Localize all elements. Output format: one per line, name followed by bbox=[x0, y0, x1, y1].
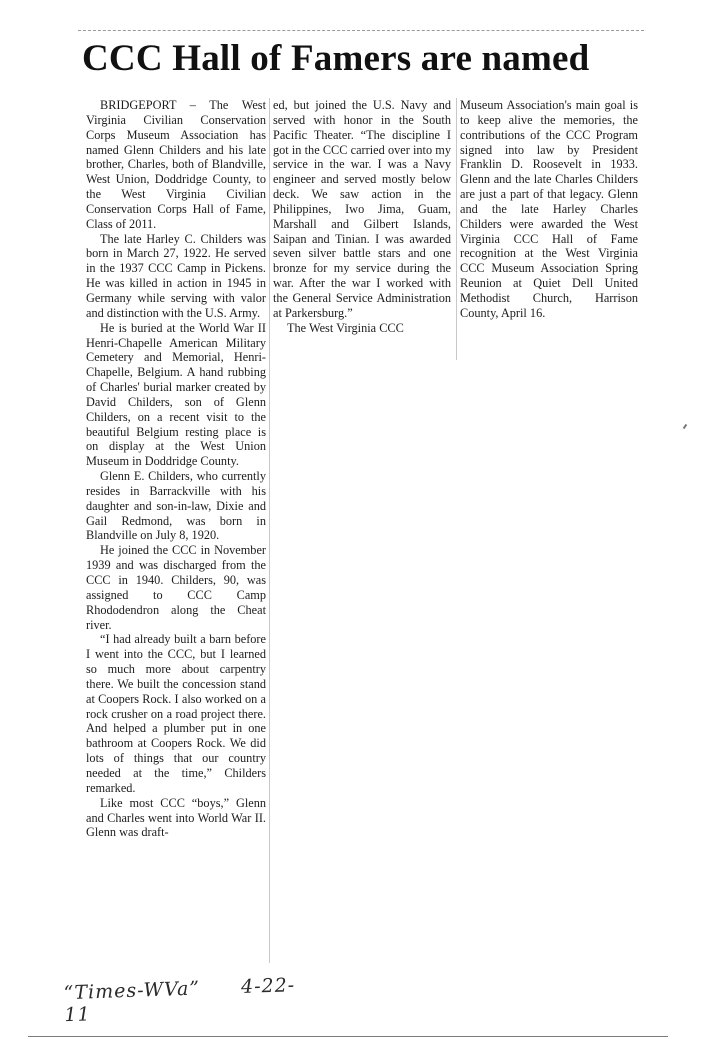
column-divider bbox=[456, 98, 457, 360]
article-paragraph: The West Virginia CCC bbox=[287, 320, 404, 335]
article-paragraph: BRIDGEPORT – The West Virginia Civilian Conservation Corps Museum Association has named Glenn Childers and his late brother, Charles, both of Blandville, West Union, Doddridge County, to the West Virginia Civilian Conservation Corps Hall of Fame, Class of 2011. bbox=[86, 98, 266, 231]
handwritten-source-note bbox=[63, 974, 304, 1026]
article-column-1 bbox=[86, 98, 266, 840]
article-column-3 bbox=[460, 98, 638, 321]
article-paragraph: ed, but joined the U.S. Navy and served with honor in the South Pacific Theater. “The discipline I got in the CCC carried over into my service in the war. I was a Navy engineer and served mostly below deck. We saw action in the Philippines, Iwo Jima, Guam, Marshall and Gilbert Islands, Saipan and Tinian. I was awarded seven silver battle stars and one bronze for my service during the war. After the war I worked with the General Service Administration at Parkersburg.” bbox=[273, 98, 451, 320]
article-paragraph: He is buried at the World War II Henri-Chapelle American Military Cemetery and Memorial, Henri-Chapelle, Belgium. A hand rubbing of Charles' burial marker created by David Childers, son of Glenn Childers, on a recent visit to the beautiful Belgium resting place is on display at the West Union Museum in Doddridge County. bbox=[86, 320, 266, 469]
article-column-2 bbox=[273, 98, 451, 336]
article-paragraph: Museum Association's main goal is to keep alive the memories, the contributions of the CCC Program signed into law by President Franklin D. Roosevelt in 1933. Glenn and the late Charles Childers are just a part of that legacy. Glenn and the late Harley Charles Childers were awarded the West Virginia CCC Hall of Fame recognition at the West Virginia CCC Museum Association Spring Reunion at Quiet Dell United Methodist Church, Harrison County, April 16. bbox=[460, 98, 638, 320]
article-paragraph: Glenn E. Childers, who currently resides in Barrackville with his daughter and son-in-law, Dixie and Gail Redmond, was born in Blandville on July 8, 1920. bbox=[86, 469, 266, 543]
top-dashed-rule bbox=[78, 30, 644, 31]
column-divider bbox=[269, 98, 270, 963]
article-paragraph: “I had already built a barn before I went into the CCC, but I learned so much more about carpentry there. We built the concession stand at Coopers Rock. I also worked on a rock crusher on a road project there. And helped a plumber put in one bathroom at Coopers Rock. We did lots of things that our country needed at the time,” Childers remarked. bbox=[86, 632, 266, 795]
bottom-rule bbox=[28, 1036, 668, 1037]
article-paragraph: Like most CCC “boys,” Glenn and Charles went into World War II. Glenn was draft- bbox=[86, 795, 266, 840]
article-paragraph: He joined the CCC in November 1939 and was discharged from the CCC in 1940. Childers, 90, was assigned to CCC Camp Rhododendron along the Cheat river. bbox=[86, 543, 266, 632]
handwritten-source: “Times-WVa” bbox=[63, 977, 201, 1005]
article-headline: CCC Hall of Famers are named bbox=[82, 38, 590, 79]
handwritten-date: 4-22-11 bbox=[64, 974, 296, 1027]
scan-speck bbox=[683, 424, 688, 429]
article-paragraph: The late Harley C. Childers was born in March 27, 1922. He served in the 1937 CCC Camp in Pickens. He was killed in action in 1945 in Germany while serving with valor and distinction with the U.S. Army. bbox=[86, 231, 266, 320]
